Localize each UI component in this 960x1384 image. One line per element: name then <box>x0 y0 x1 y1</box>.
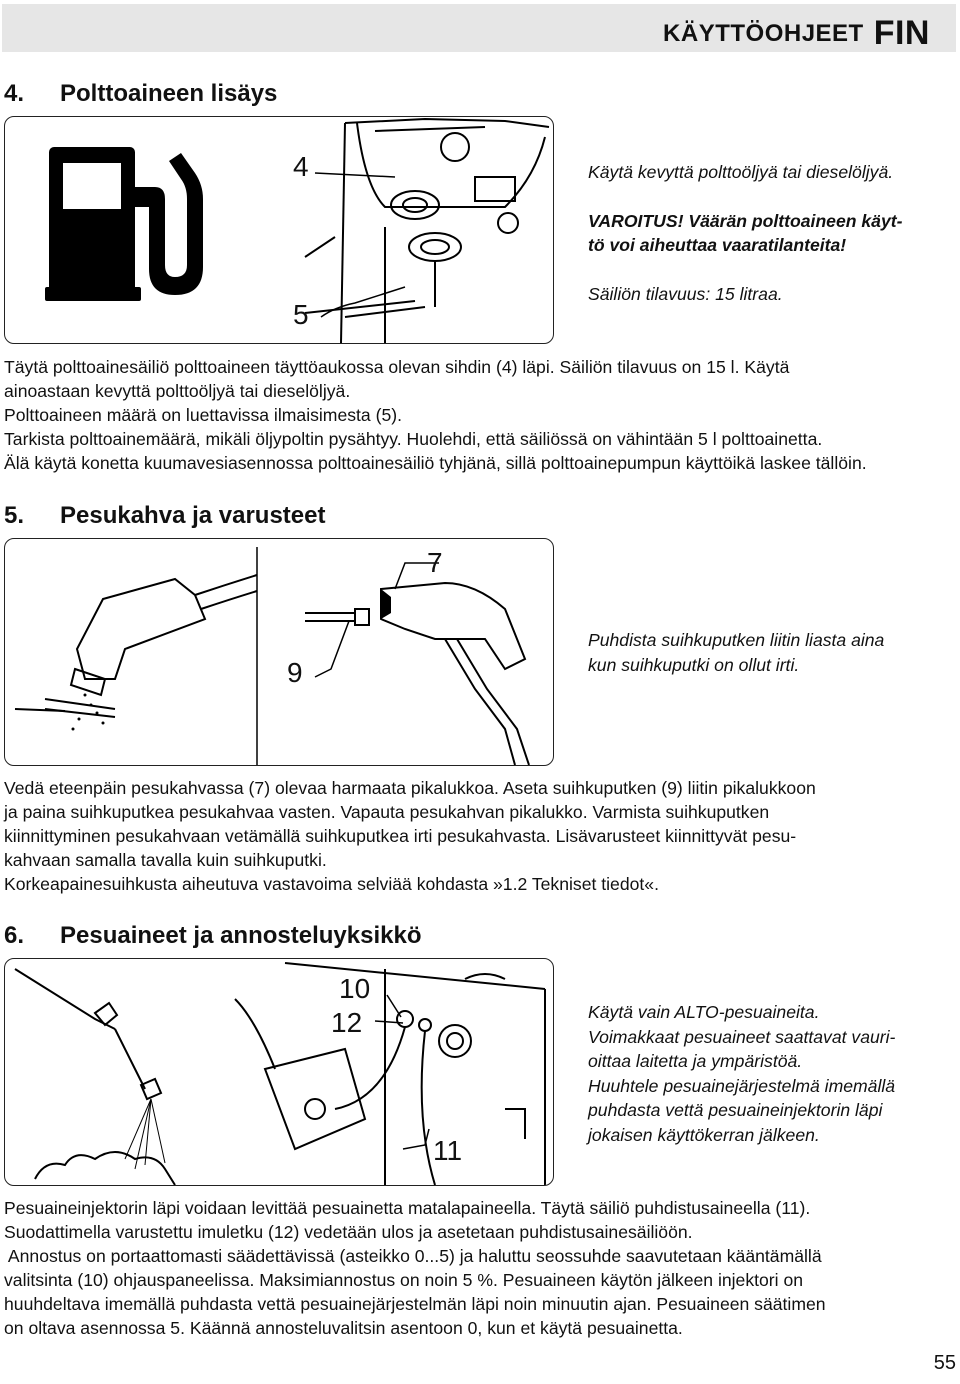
handle-note-1: Puhdista suihkuputken liitin liasta aina <box>588 630 885 650</box>
fuel-warning-1: VAROITUS! Väärän polttoaineen käyt- <box>588 210 903 231</box>
machine-sketch <box>305 119 549 343</box>
section-5-title <box>4 502 326 530</box>
s6-line-5: huuhdeltava imemällä puhdasta vettä pesuainejärjestelmän läpi noin minuutin ajan. Pesuaineen säätimen <box>4 1294 826 1314</box>
section-5-body <box>4 776 954 896</box>
detergent-side-notes <box>588 1000 948 1147</box>
page-number: 55 <box>933 1352 956 1374</box>
detergent-note-6: jokaisen käyttökerran jälkeen. <box>588 1124 820 1145</box>
fuel-figure <box>4 116 554 344</box>
callout-7: 7 <box>427 547 443 578</box>
spray-lines <box>125 1099 165 1169</box>
handle-side-notes <box>588 628 948 677</box>
s5-line-4: kahvaan samalla tavalla kuin suihkuputki. <box>4 850 327 870</box>
s4-line-1: Täytä polttoainesäiliö polttoaineen täyttöaukossa olevan sihdin (4) läpi. Säiliön tilavuus on 15 l. Käytä <box>4 357 790 377</box>
section-5-title-text: Pesukahva ja varusteet <box>60 502 326 529</box>
s5-line-5: Korkeapainesuihkusta aiheutuva vastavoima selviää kohdasta »1.2 Tekniset tiedot«. <box>4 874 659 894</box>
section-6-number: 6. <box>4 922 25 949</box>
handle-illustration <box>5 539 553 765</box>
header-title-text: KÄYTTÖOHJEET <box>663 20 864 47</box>
callout-4: 4 <box>293 151 309 182</box>
detergent-figure <box>4 958 554 1186</box>
detergent-note-1: Käytä vain ALTO-pesuaineita. <box>588 1002 820 1022</box>
header-lang: FIN <box>873 14 930 52</box>
page-header <box>2 4 956 52</box>
s6-line-6: on oltava asennossa 5. Käännä annosteluvalitsin asentoon 0, kun et käytä pesuainetta. <box>4 1318 683 1338</box>
s6-line-1: Pesuaineinjektorin läpi voidaan levittää pesuainetta matalapaineella. Täytä säiliö puhdistusaineella (11). <box>4 1198 811 1218</box>
fuel-side-notes <box>588 160 948 306</box>
s6-line-2: Suodattimella varustettu imuletku (12) vedetään ulos ja asetetaan puhdistusainesäiliöön. <box>4 1222 693 1242</box>
s5-line-2: ja paina suihkuputkea pesukahvaa vasten. Vapauta pesukahvan pikalukko. Varmista suihkuputken <box>4 802 770 822</box>
section-4-title <box>4 80 277 108</box>
fuel-warning-2: tö voi aiheuttaa vaaratilanteita! <box>588 235 847 255</box>
section-6-body <box>4 1196 954 1340</box>
section-6-title-text: Pesuaineet ja annosteluyksikkö <box>60 922 422 949</box>
callout-11: 11 <box>433 1135 463 1166</box>
fuel-pump-window <box>63 163 121 209</box>
fuel-note-oil: Käytä kevyttä polttoöljyä tai dieselöljyä. <box>588 162 894 182</box>
spray-gun-right <box>305 583 529 765</box>
handle-figure <box>4 538 554 766</box>
s5-line-3: kiinnittyminen pesukahvaan vetämällä suihkuputkea irti pesukahvasta. Lisävarusteet kiinnittyvät pesu- <box>4 826 797 846</box>
s6-line-4: valitsinta (10) ohjauspaneelissa. Maksimiannostus on noin 5 %. Pesuaineen käytön jälkeen injektori on <box>4 1270 804 1290</box>
detergent-illustration <box>5 959 553 1185</box>
s4-line-4: Tarkista polttoainemäärä, mikäli öljypoltin pysähtyy. Huolehdi, että säiliössä on vähintään 5 l polttoainetta. <box>4 429 823 449</box>
s4-line-2: ainoastaan kevyttä polttoöljyä tai dieselöljyä. <box>4 381 351 401</box>
detergent-note-4: Huuhtele pesuainejärjestelmä imemällä <box>588 1075 896 1096</box>
section-5-number: 5. <box>4 502 25 529</box>
s5-line-1: Vedä eteenpäin pesukahvassa (7) olevaa harmaata pikalukkoa. Aseta suihkuputken (9) liitin pikalukkoon <box>4 778 816 798</box>
detergent-note-3: oittaa laitetta ja ympäristöä. <box>588 1051 803 1071</box>
section-4-number: 4. <box>4 80 25 107</box>
spray-gun-left <box>15 575 257 717</box>
section-6-title <box>4 922 422 950</box>
fuel-capacity: Säiliön tilavuus: 15 litraa. <box>588 283 783 304</box>
s4-line-3: Polttoaineen määrä on luettavissa ilmaisimesta (5). <box>4 405 402 425</box>
callout-5: 5 <box>293 299 309 330</box>
s4-line-5: Älä käytä konetta kuumavesiasennossa polttoainesäiliö tyhjänä, sillä polttoainepumpun käyttöikä laskee tällöin. <box>4 453 867 473</box>
callout-10: 10 <box>339 973 371 1004</box>
callout-12: 12 <box>331 1007 363 1038</box>
detergent-note-2: Voimakkaat pesuaineet saattavat vauri- <box>588 1026 896 1047</box>
header-title <box>663 14 930 53</box>
s6-line-3: Annostus on portaattomasti säädettävissä (asteikko 0...5) ja haluttu seossuhde saavutetaan kääntämällä <box>4 1246 822 1266</box>
callout-9: 9 <box>287 657 303 688</box>
section-4-title-text: Polttoaineen lisäys <box>60 80 278 107</box>
detergent-note-5: puhdasta vettä pesuaineinjektorin läpi <box>588 1100 883 1120</box>
fuel-illustration <box>5 117 553 343</box>
detergent-machine-sketch <box>235 963 545 1185</box>
section-4-body <box>4 355 954 475</box>
handle-note-2: kun suihkuputki on ollut irti. <box>588 654 800 675</box>
lance-sketch <box>15 969 175 1185</box>
